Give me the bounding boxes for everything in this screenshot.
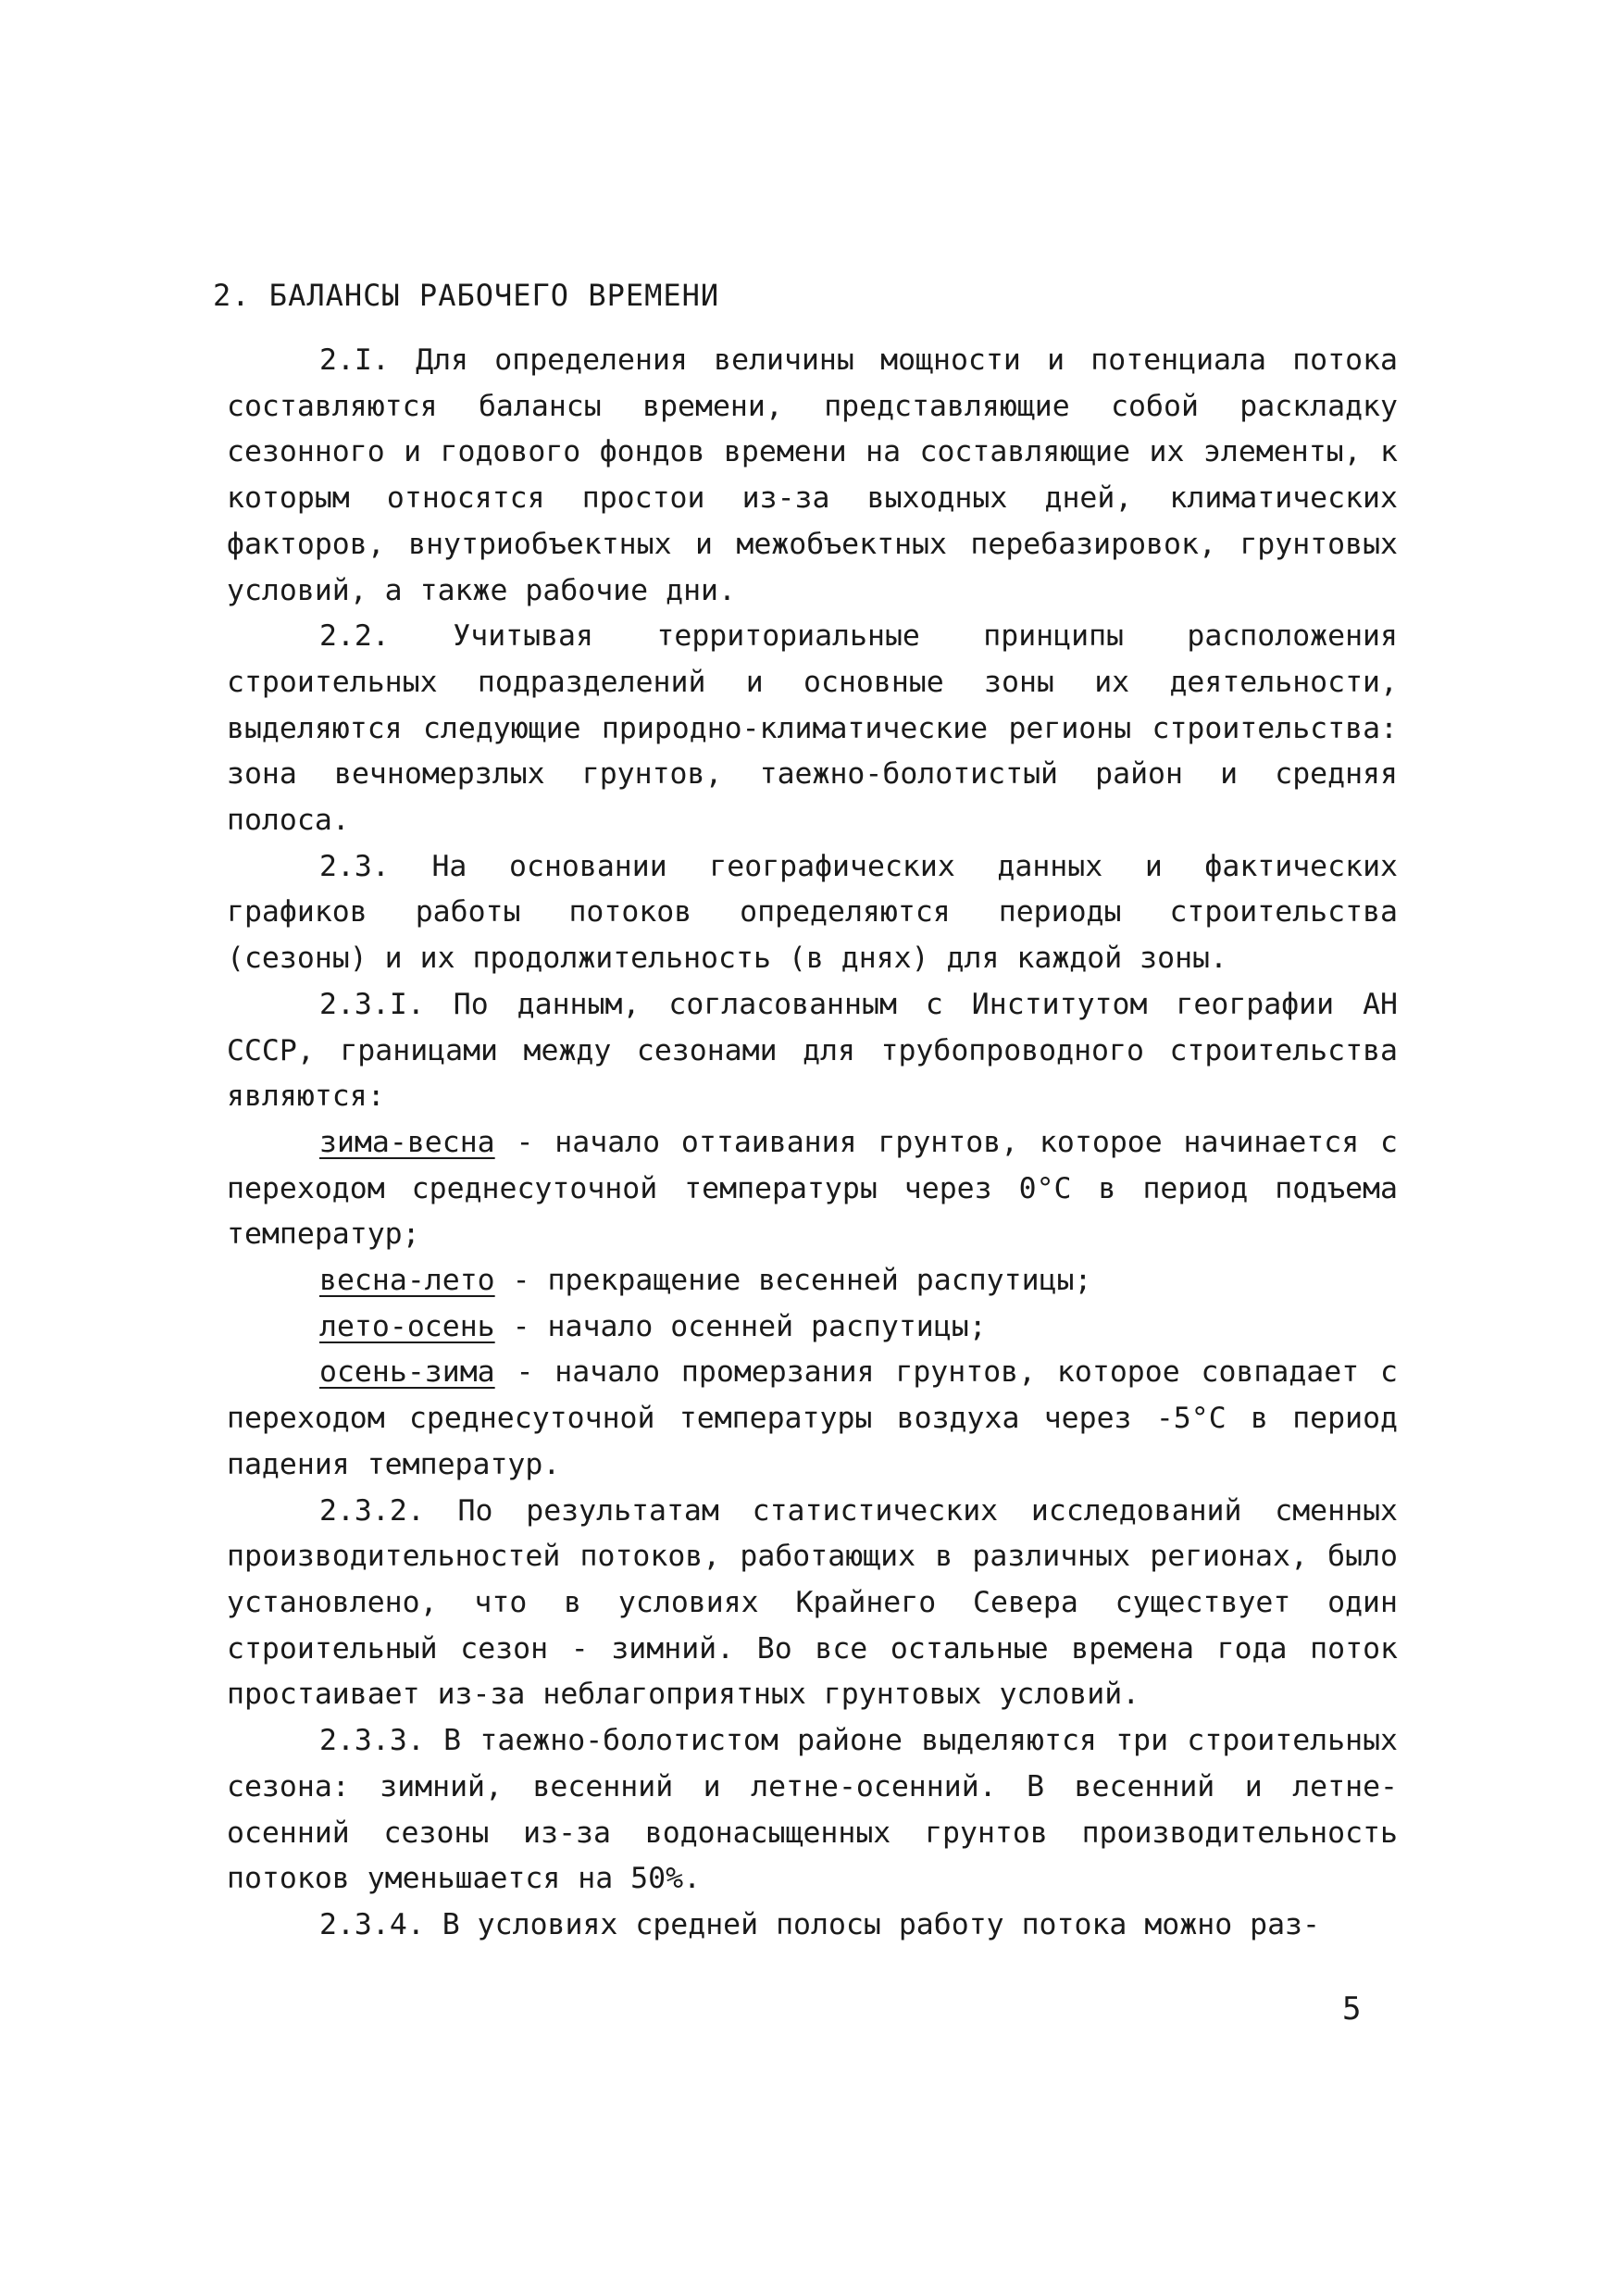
paragraph-2-3-3: 2.3.3. В таежно-болотистом районе выделяются три строительных сезона: зимний, весенний и летне-осенний. В весенний и летне-осенний сезоны из-за водонасыщенных грунтов производительность потоков уменьшается на 50%. <box>227 1724 1398 1896</box>
paragraph-2-3: 2.3. На основании географических данных и фактических графиков работы потоков определяются периоды строительства (сезоны) и их продолжительность (в днях) для каждой зоны. <box>227 849 1398 976</box>
paragraph-2-3-2: 2.3.2. По результатам статистических исследований сменных производительностей потоков, работающих в различных регионах, было установлено, что в условиях Крайнего Севера существует один строительный сезон - зимний. Во все остальные времена года поток простаивает из-за неблагоприятных грунтовых условий. <box>227 1493 1398 1712</box>
term-spring-summer: весна-лето <box>319 1264 495 1298</box>
definition-text: - начало осенней распутицы; <box>494 1309 987 1343</box>
definition-summer-autumn <box>227 1304 1398 1351</box>
term-winter-spring: зима-весна <box>319 1125 495 1159</box>
definition-text: - прекращение весенней распутицы; <box>494 1264 1092 1298</box>
definition-autumn-winter <box>227 1350 1398 1488</box>
paragraph-2-3-1: 2.3.I. По данным, согласованным с Институтом географии АН СССР, границами между сезонами для трубопроводного строительства являются: <box>227 987 1398 1114</box>
page-number: 5 <box>1342 1990 1362 2028</box>
definition-text: - начало оттаивания грунтов, которое начинается с переходом среднесуточной температуры через 0°С в период подъема температур; <box>227 1125 1398 1252</box>
term-summer-autumn: лето-осень <box>319 1309 495 1343</box>
paragraph-2-3-4: 2.3.4. В условиях средней полосы работу потока можно раз- <box>319 1907 1320 1941</box>
body-text <box>227 338 1398 1949</box>
definition-winter-spring <box>227 1120 1398 1258</box>
section-heading: 2. БАЛАНСЫ РАБОЧЕГО ВРЕМЕНИ <box>213 278 720 313</box>
definition-spring-summer <box>227 1258 1398 1304</box>
term-autumn-winter: осень-зима <box>319 1355 495 1390</box>
definition-text: - начало промерзания грунтов, которое совпадает с переходом среднесуточной температуры воздуха через -5°С в период падения температур. <box>227 1355 1398 1481</box>
paragraph-2-2: 2.2. Учитывая территориальные принципы расположения строительных подразделений и основные зоны их деятельности, выделяются следующие природно-климатические регионы строительства: зона вечномерзлых грунтов, таежно-болотистый район и средняя полоса. <box>227 619 1398 838</box>
paragraph-2-1: 2.I. Для определения величины мощности и потенциала потока составляются балансы времени, представляющие собой раскладку сезонного и годового фондов времени на составляющие их элементы, к которым относятся простои из-за выходных дней, климатических факторов, внутриобъектных и межобъектных перебазировок, грунтовых условий, а также рабочие дни. <box>227 343 1398 607</box>
